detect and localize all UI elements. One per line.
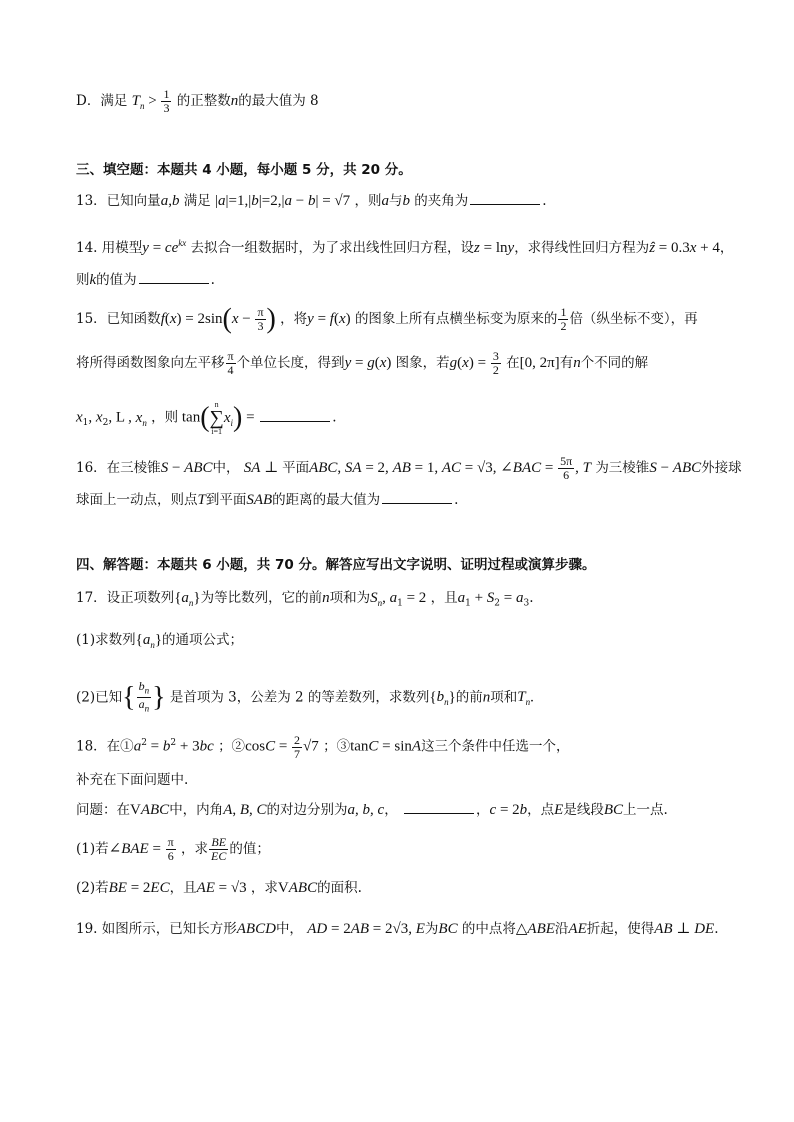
q18-p2-b: ，且 bbox=[169, 880, 197, 896]
q18-p2-d: 的面积. bbox=[317, 880, 362, 896]
q13-text-d: 与 bbox=[388, 193, 403, 209]
q18-text-c: ；③ bbox=[323, 738, 351, 755]
q16-text-e: 外接球 bbox=[701, 460, 742, 476]
q18-line3-h: 上一点. bbox=[623, 802, 668, 818]
q17-text-a: 17．设正项数列 bbox=[76, 590, 175, 606]
q18-line3-e: ， bbox=[476, 802, 490, 818]
q15-line2-c: 图象，若 bbox=[395, 355, 450, 371]
question-14-line-2: 则k的值为 . bbox=[76, 269, 734, 290]
q15-line2-b: 个单位长度，得到 bbox=[236, 355, 345, 371]
q15-text-c: 的图象上所有点横坐标变为原来的 bbox=[354, 311, 558, 327]
answer-blank[interactable] bbox=[382, 489, 452, 504]
q18-line3-d: ， bbox=[384, 802, 398, 818]
q15-line2-a: 将所得函数图象向左平移 bbox=[76, 355, 225, 371]
q16-text-b: 中， bbox=[212, 460, 240, 476]
q17-p1-b: 的通项公式； bbox=[162, 632, 244, 648]
q14-text-b: 去拟合一组数据时，为了求出线性回归方程，设 bbox=[190, 240, 475, 256]
question-19: 19. 如图所示，已知长方形ABCD中， AD = 2AB = 2√3, E为BC 的中点将△ABE沿AE折起，使得AB ⊥ DE. bbox=[76, 921, 719, 937]
q18-line3-f: ，点 bbox=[527, 802, 555, 818]
question-14: 14. 用模型$y = ce^{kx}$ 去拟合一组数据时，为了求出线性回归方程，设z = lny，求得线性回归方程为ẑ = 0.3x + 4， bbox=[76, 238, 734, 256]
q17-text-c: 项和为 bbox=[329, 590, 371, 606]
q17-end: . bbox=[529, 590, 534, 606]
q16-end: . bbox=[454, 492, 459, 508]
q18-p1-a: (1)若 bbox=[76, 841, 109, 857]
q18-line3-b: 中，内角 bbox=[169, 802, 224, 818]
q14-end: . bbox=[210, 272, 215, 288]
q19-text-a: 19. 如图所示，已知长方形 bbox=[76, 921, 237, 937]
q17-p1: (1)求数列 bbox=[76, 632, 136, 648]
q17-p2-c: 的前 bbox=[455, 689, 483, 706]
answer-blank[interactable] bbox=[260, 407, 330, 422]
q18-text-a: 18．在① bbox=[76, 738, 134, 755]
q19-text-f: 折起，使得 bbox=[586, 921, 655, 937]
question-16: 16．在三棱锥S − ABC中， SA ⊥ 平面ABC, SA = 2, AB = 1, AC = √3, ∠BAC = $\frac{5\pi}{6}$ , T 为三棱锥S − ABC外接球 bbox=[76, 454, 742, 482]
question-17-part-2: (2)已知{ $\frac{b_n}{a_n}$ } 是首项为 3，公差为 2 的等差数列，求数列$\{b_n\}$的前n项和$T_n$. bbox=[76, 679, 534, 714]
q14-text-d: ， bbox=[719, 240, 734, 256]
q15-text-d: 倍（纵坐标不变），再 bbox=[569, 311, 698, 327]
q19-text-d: 的中点将 bbox=[461, 921, 516, 937]
q14-text-c: ，求得线性回归方程为 bbox=[514, 240, 650, 256]
q19-text-b: 中， bbox=[275, 921, 303, 937]
q12d-tail: 的正整数 bbox=[176, 93, 231, 109]
fraction-1-3: $\frac{1}{3}$ bbox=[163, 87, 170, 115]
answer-blank[interactable] bbox=[139, 269, 209, 284]
answer-blank[interactable] bbox=[470, 190, 540, 205]
q15-line2-f: 个不同的解 bbox=[580, 355, 649, 371]
q18-line3-a: 问题：在 bbox=[76, 802, 130, 818]
q16-line2-b: 到平面 bbox=[205, 492, 247, 508]
q12-option-d: D．满足 $T_n$ > $\frac{1}{3}$ 的正整数n的最大值为 8 bbox=[76, 87, 319, 115]
q18-p1-c: 的值； bbox=[229, 841, 270, 857]
q14-text-a: 14. 用模型 bbox=[76, 240, 143, 256]
q14-line2-a: 则 bbox=[76, 272, 90, 288]
question-18-part-1: (1)若∠BAE = $\frac{\pi}{6}$ ，求 $\frac{BE}{EC}$ 的值； bbox=[76, 835, 270, 863]
q19-end: . bbox=[714, 921, 719, 937]
question-15-line-3: $x_1$, $x_2$, L , $x_n$ ，则 tan( n ∑ $i=1x_i$) = . bbox=[76, 400, 337, 436]
q19-text-e: 沿 bbox=[554, 921, 569, 937]
q14-line2-b: 的值为 bbox=[96, 272, 137, 288]
condition-blank[interactable] bbox=[404, 799, 474, 814]
q18-line3-c: 的对边分别为 bbox=[266, 802, 348, 818]
question-18-line-2: 补充在下面问题中. bbox=[76, 772, 189, 788]
q16-text-c: 平面 bbox=[282, 460, 310, 476]
question-15-line-2: 将所得函数图象向左平移 $\frac{\pi}{4}$ 个单位长度，得到y = g(x) 图象，若g(x) = $\frac{3}{2}$ 在[0, 2π]有n个不同的解 bbox=[76, 349, 649, 377]
q16-text-a: 16．在三棱锥 bbox=[76, 460, 161, 476]
q18-text-d: 这三个条件中任选一个， bbox=[421, 738, 570, 755]
q15-end: . bbox=[332, 409, 337, 426]
q13-text-e: 的夹角为 bbox=[414, 193, 469, 209]
q13-text-a: 13．已知向量 bbox=[76, 193, 161, 209]
q16-text-d: 为三棱锥 bbox=[595, 460, 650, 476]
question-17-part-1: (1)求数列$\{a_n\}$的通项公式； bbox=[76, 632, 244, 650]
q16-line2-c: 的距离的最大值为 bbox=[272, 492, 381, 508]
q17-text-b: 为等比数列，它的前 bbox=[200, 590, 323, 606]
section3-title: 三、填空题：本题共 4 小题，每小题 5 分，共 20 分。 bbox=[76, 162, 412, 178]
q16-line2-a: 球面上一动点，则点 bbox=[76, 492, 198, 508]
q13-text-c: ，则 bbox=[354, 193, 382, 209]
q17-p2-d: 项和 bbox=[490, 689, 518, 706]
question-17: 17．设正项数列$\{a_n\}$为等比数列，它的前n项和为$S_n$, $a_1 = 2$ ，且$a_1 + S_2 = a_3$. bbox=[76, 590, 534, 609]
q15-line2-d: 在 bbox=[506, 355, 520, 371]
q18-p2-c: ，求 bbox=[250, 880, 278, 896]
q15-text-b: ，将 bbox=[280, 311, 308, 327]
q17-p2-b: 是首项为 3，公差为 2 的等差数列，求数列 bbox=[169, 689, 430, 706]
q13-text-b: 满足 bbox=[183, 193, 211, 209]
q17-text-d: ，且 bbox=[430, 590, 458, 606]
math: $T_n$ bbox=[131, 93, 145, 111]
q15-text-a: 15．已知函数 bbox=[76, 311, 161, 327]
section4-title: 四、解答题：本题共 6 小题，共 70 分。解答应写出文字说明、证明过程或演算步骤。 bbox=[76, 557, 596, 573]
q18-text-b: ；② bbox=[218, 738, 246, 755]
q18-p1-b: ，求 bbox=[181, 841, 209, 857]
question-15: 15．已知函数f(x) = 2sin(x − $\frac{\pi}{3}$ ) ，将y = f(x) 的图象上所有点横坐标变为原来的 $\frac{1}{2}$ 倍（纵坐标不变），再 bbox=[76, 303, 698, 335]
q15-line2-e: 有 bbox=[559, 355, 574, 371]
q19-text-c: 为 bbox=[424, 921, 439, 937]
question-13: 13．已知向量a,b 满足 |a|=1,|b|=2,|a − b| = √7 ，则a与b 的夹角为 . bbox=[76, 190, 734, 211]
q17-p2: (2)已知 bbox=[76, 689, 123, 706]
q12d-tail2: 的最大值为 8 bbox=[238, 93, 319, 109]
q18-p2-a: (2)若 bbox=[76, 880, 109, 896]
question-18: 18．在$①a^2 = b^2 + 3bc$ ；②cosC = $\frac{2}{7}$ √7 ；③tanC = sinA这三个条件中任选一个， bbox=[76, 732, 570, 761]
question-16-line-2: 球面上一动点，则点T到平面SAB的距离的最大值为 . bbox=[76, 489, 734, 510]
q15-line3-a: ，则 bbox=[151, 409, 179, 426]
question-18-line-3: 问题：在VABC中，内角A, B, C的对边分别为a, b, c， ，c = 2b，点E是线段BC上一点. bbox=[76, 799, 734, 820]
question-18-part-2: (2)若BE = 2EC，且AE = √3 ，求VABC的面积. bbox=[76, 880, 362, 896]
q12d-label: D．满足 bbox=[76, 93, 128, 109]
q18-line3-g: 是线段 bbox=[563, 802, 604, 818]
q13-end: . bbox=[542, 193, 547, 209]
